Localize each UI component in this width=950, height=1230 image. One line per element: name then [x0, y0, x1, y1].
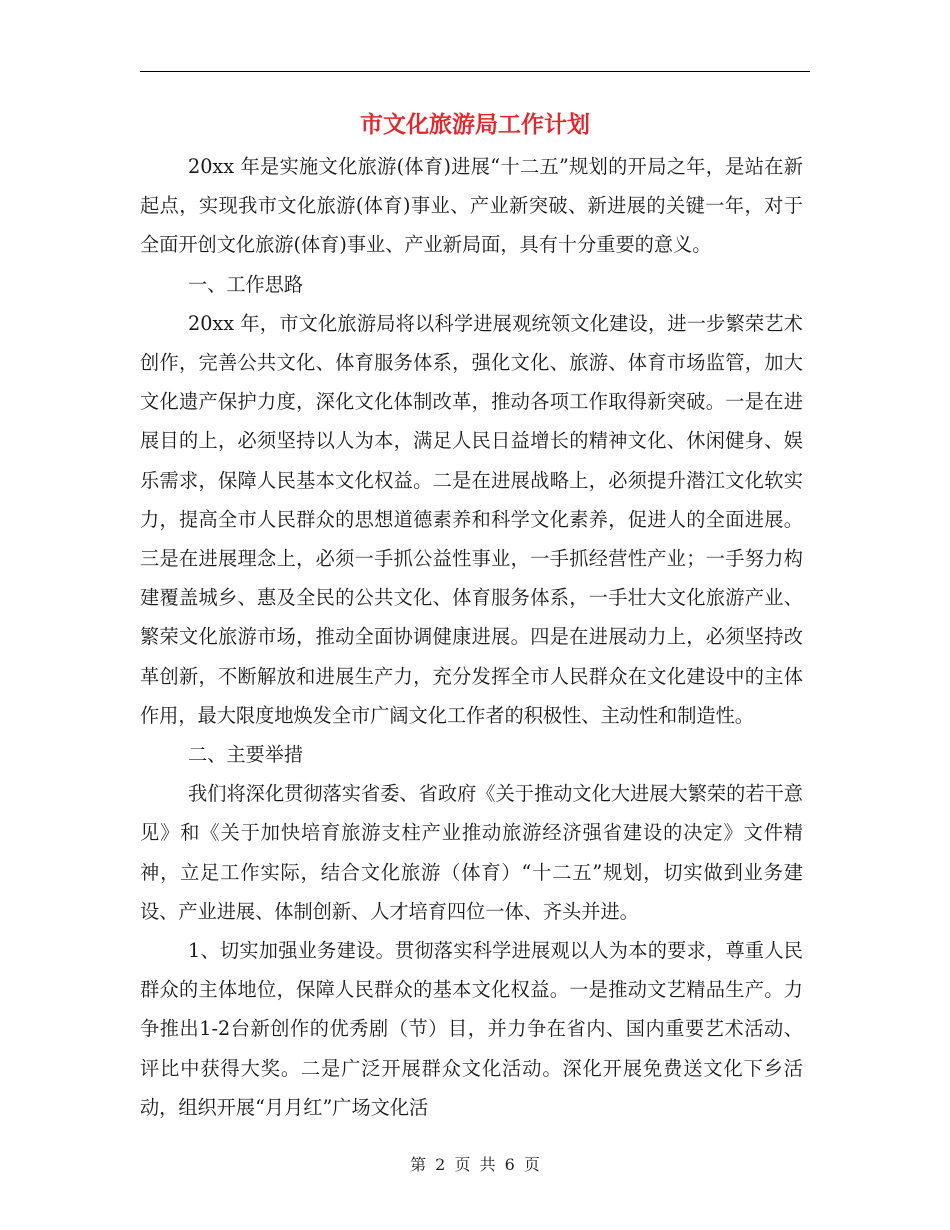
section-heading-main-measures: 二、主要举措 — [188, 743, 304, 767]
document-body — [140, 147, 803, 1119]
paragraph-business-building: 1、切实加强业务建设。贯彻落实科学进展观以人为本的要求，尊重人民群众的主体地位，保障人民群众的基本文化权益。一是推动文艺精品生产。力争推出1-2台新创作的优秀剧（节）目，并力争在省内、国内重要艺术活动、评比中获得大奖。二是广泛开展群众文化活动。深化开展免费送文化下乡活动，组织开展“月月红”广场文化活 — [140, 939, 803, 1119]
header-rule — [140, 71, 810, 72]
document-title: 市文化旅游局工作计划 — [360, 111, 590, 138]
section-heading-work-approach: 一、工作思路 — [188, 272, 304, 296]
paragraph-intro: 20xx 年是实施文化旅游(体育)进展“十二五”规划的开局之年，是站在新起点，实现我市文化旅游(体育)事业、产业新突破、新进展的关键一年，对于全面开创文化旅游(体育)事业、产业新局面，具有十分重要的意义。 — [140, 155, 803, 257]
paragraph-main-measures: 我们将深化贯彻落实省委、省政府《关于推动文化大进展大繁荣的若干意见》和《关于加快培育旅游支柱产业推动旅游经济强省建设的决定》文件精神，立足工作实际，结合文化旅游（体育）“十二五”规划，切实做到业务建设、产业进展、体制创新、人才培育四位一体、齐头并进。 — [140, 782, 803, 923]
page-number-footer: 第 2 页 共 6 页 — [410, 1155, 540, 1174]
paragraph-work-approach: 20xx 年，市文化旅游局将以科学进展观统领文化建设，进一步繁荣艺术创作，完善公共文化、体育服务体系，强化文化、旅游、体育市场监管，加大文化遗产保护力度，深化文化体制改革，推动各项工作取得新突破。一是在进展目的上，必须坚持以人为本，满足人民日益增长的精神文化、休闲健身、娱乐需求，保障人民基本文化权益。二是在进展战略上，必须提升潜江文化软实力，提高全市人民群众的思想道德素养和科学文化素养，促进人的全面进展。三是在进展理念上，必须一手抓公益性事业，一手抓经营性产业；一手努力构建覆盖城乡、惠及全民的公共文化、体育服务体系，一手壮大文化旅游产业、繁荣文化旅游市场，推动全面协调健康进展。四是在进展动力上，必须坚持改革创新，不断解放和进展生产力，充分发挥全市人民群众在文化建设中的主体作用，最大限度地焕发全市广阔文化工作者的积极性、主动性和制造性。 — [140, 311, 803, 727]
